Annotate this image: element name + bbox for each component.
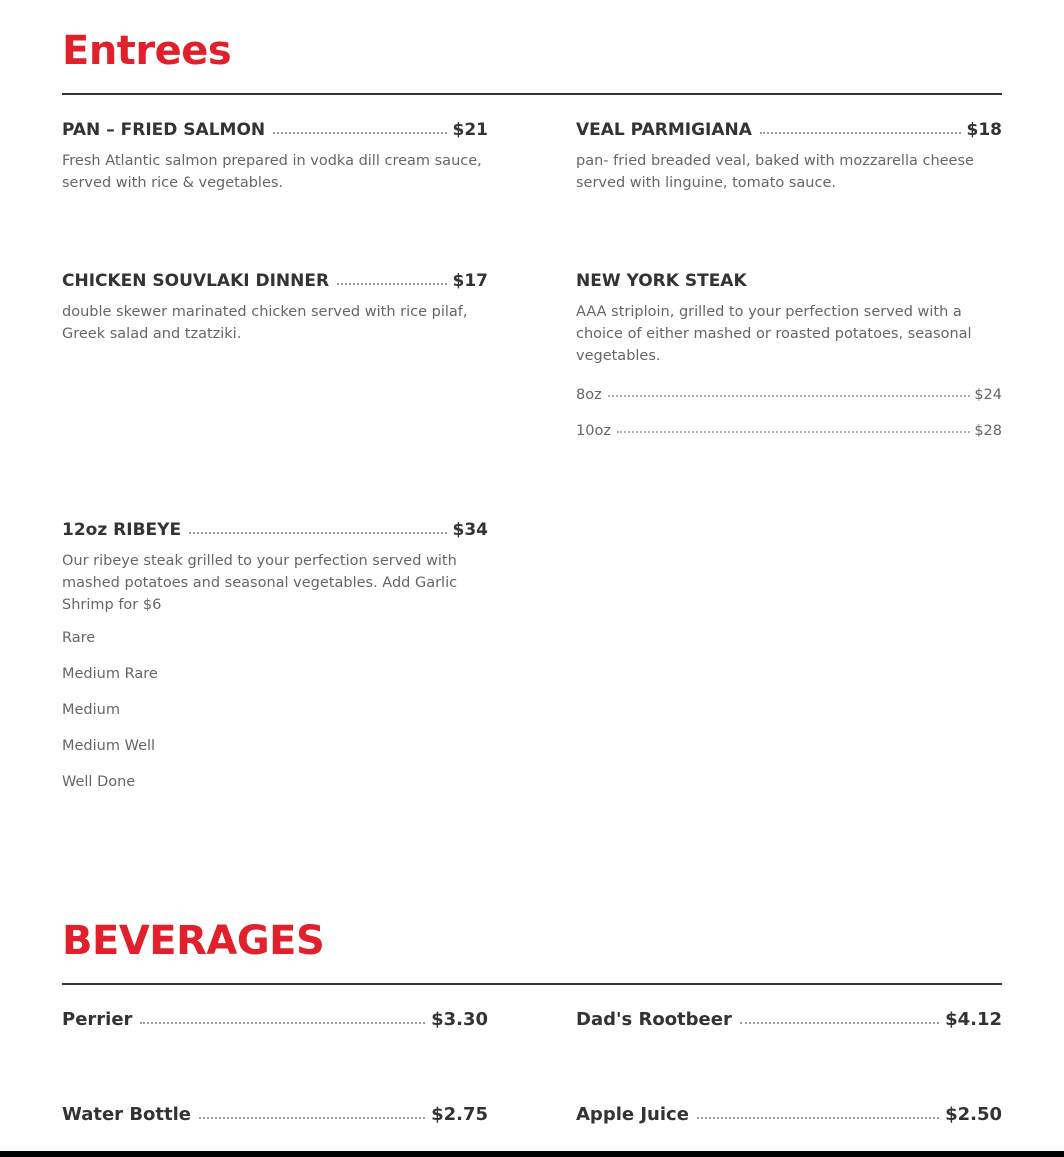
item-description: pan- fried breaded veal, baked with mozzarella cheese served with linguine, tomato sauce. <box>576 153 974 191</box>
menu-item-new-york-steak <box>576 267 1002 439</box>
doneness-option-well-done: Well Done <box>62 774 136 790</box>
dot-leader <box>189 532 446 534</box>
option-label: 10oz <box>576 423 611 439</box>
doneness-option-rare: Rare <box>62 630 96 646</box>
doneness-option-medium-rare: Medium Rare <box>62 666 158 682</box>
menu-item-veal <box>576 116 1002 194</box>
entrees-title: Entrees <box>62 28 232 74</box>
menu-item-salmon <box>62 116 488 194</box>
dot-leader <box>617 431 970 433</box>
item-name: CHICKEN SOUVLAKI DINNER <box>62 271 330 291</box>
beverages-divider <box>62 983 1002 985</box>
option-price: $28 <box>974 423 1002 439</box>
beverage-apple-juice <box>576 1101 1002 1125</box>
item-price: $4.12 <box>945 1009 1002 1030</box>
dot-leader <box>740 1022 939 1024</box>
beverages-title: BEVERAGES <box>62 918 325 964</box>
item-price: $18 <box>966 120 1002 140</box>
item-price: $2.50 <box>945 1104 1002 1125</box>
dot-leader <box>199 1117 425 1119</box>
beverage-water-bottle <box>62 1101 488 1125</box>
item-name: VEAL PARMIGIANA <box>576 120 752 140</box>
dot-leader <box>608 395 971 397</box>
option-price: $24 <box>974 387 1002 403</box>
beverage-perrier <box>62 1006 488 1030</box>
option-label: 8oz <box>576 387 602 403</box>
doneness-option-medium-well: Medium Well <box>62 738 156 754</box>
dot-leader <box>337 283 446 285</box>
item-price: $17 <box>452 271 488 291</box>
item-description: AAA striploin, grilled to your perfection served with a choice of either mashed or roasted potatoes, seasonal vegetables. <box>576 304 972 364</box>
size-option-10oz <box>576 417 1002 439</box>
item-price: $3.30 <box>431 1009 488 1030</box>
menu-item-chicken-souvlaki <box>62 267 488 345</box>
beverage-dads-rootbeer <box>576 1006 1002 1030</box>
item-name: NEW YORK STEAK <box>576 271 747 291</box>
item-name: Apple Juice <box>576 1104 689 1125</box>
item-price: $2.75 <box>431 1104 488 1125</box>
entrees-divider <box>62 93 1002 95</box>
item-name: Water Bottle <box>62 1104 191 1125</box>
item-name: PAN – FRIED SALMON <box>62 120 266 140</box>
dot-leader <box>273 132 446 134</box>
item-description: Fresh Atlantic salmon prepared in vodka dill cream sauce, served with rice & vegetables. <box>62 153 482 191</box>
item-name: Perrier <box>62 1009 133 1030</box>
item-name: 12oz RIBEYE <box>62 520 182 540</box>
item-description: double skewer marinated chicken served with rice pilaf, Greek salad and tzatziki. <box>62 304 468 342</box>
dot-leader <box>140 1022 425 1024</box>
item-price: $34 <box>452 520 488 540</box>
item-price: $21 <box>452 120 488 140</box>
item-name: Dad's Rootbeer <box>576 1009 732 1030</box>
size-option-8oz <box>576 381 1002 403</box>
item-description: Our ribeye steak grilled to your perfection served with mashed potatoes and seasonal vegetables. Add Garlic Shrimp for $6 <box>62 553 458 613</box>
menu-item-ribeye <box>62 516 488 796</box>
dot-leader <box>760 132 961 134</box>
bottom-border <box>0 1151 1064 1157</box>
dot-leader <box>697 1117 939 1119</box>
doneness-option-medium: Medium <box>62 702 120 718</box>
